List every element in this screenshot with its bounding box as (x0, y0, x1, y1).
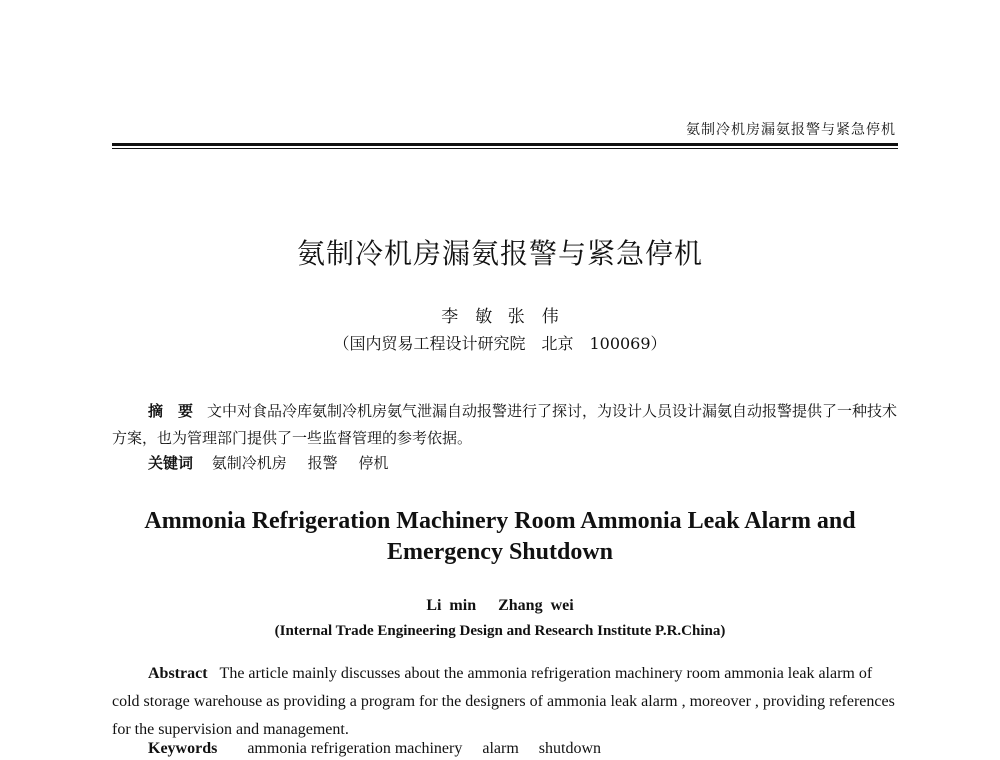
en-author-2: Zhang wei (498, 597, 574, 614)
zh-keywords-label: 关键词 (148, 454, 194, 472)
en-keywords (148, 740, 617, 758)
en-keyword: ammonia refrigeration machinery (247, 740, 463, 757)
zh-keyword: 报警 (307, 454, 338, 472)
zh-authors (0, 302, 1000, 327)
zh-affiliation: （国内贸易工程设计研究院 北京 100069） (333, 334, 667, 353)
en-affiliation: (Internal Trade Engineering Design and Research Institute P.R.China) (274, 623, 726, 639)
zh-title: 氨制冷机房漏氨报警与紧急停机 (296, 237, 703, 270)
header-rule-thin (112, 148, 898, 149)
zh-author-2: 张 伟 (507, 307, 559, 327)
zh-author-1: 李 敏 (441, 307, 493, 327)
en-abstract-text: The article mainly discusses about the ammonia refrigeration machinery room ammonia leak alarm of cold storage warehouse as providing a program for the designers of ammonia leak alarm , moreover , providing references for the supervision and management. (112, 665, 895, 738)
zh-keyword: 停机 (358, 454, 389, 472)
zh-abstract-label: 摘 要 (148, 402, 194, 420)
zh-keyword: 氨制冷机房 (211, 454, 287, 472)
en-abstract-label: Abstract (148, 665, 208, 682)
en-authors (0, 597, 1000, 615)
zh-keywords (148, 452, 404, 473)
en-author-1: Li min (426, 597, 477, 614)
running-head: 氨制冷机房漏氨报警与紧急停机 (686, 122, 896, 138)
header-rule-thick (112, 143, 898, 146)
zh-abstract (112, 398, 898, 452)
en-keyword: shutdown (538, 740, 601, 757)
zh-abstract-text: 文中对食品冷库氨制冷机房氨气泄漏自动报警进行了探讨，为设计人员设计漏氨自动报警提供了一种技术方案，也为管理部门提供了一些监督管理的参考依据。 (112, 402, 898, 447)
en-title: Ammonia Refrigeration Machinery Room Ammonia Leak Alarm and Emergency Shutdown (144, 508, 856, 565)
en-abstract (112, 660, 898, 744)
en-keywords-label: Keywords (148, 740, 218, 757)
en-keyword: alarm (482, 740, 519, 757)
